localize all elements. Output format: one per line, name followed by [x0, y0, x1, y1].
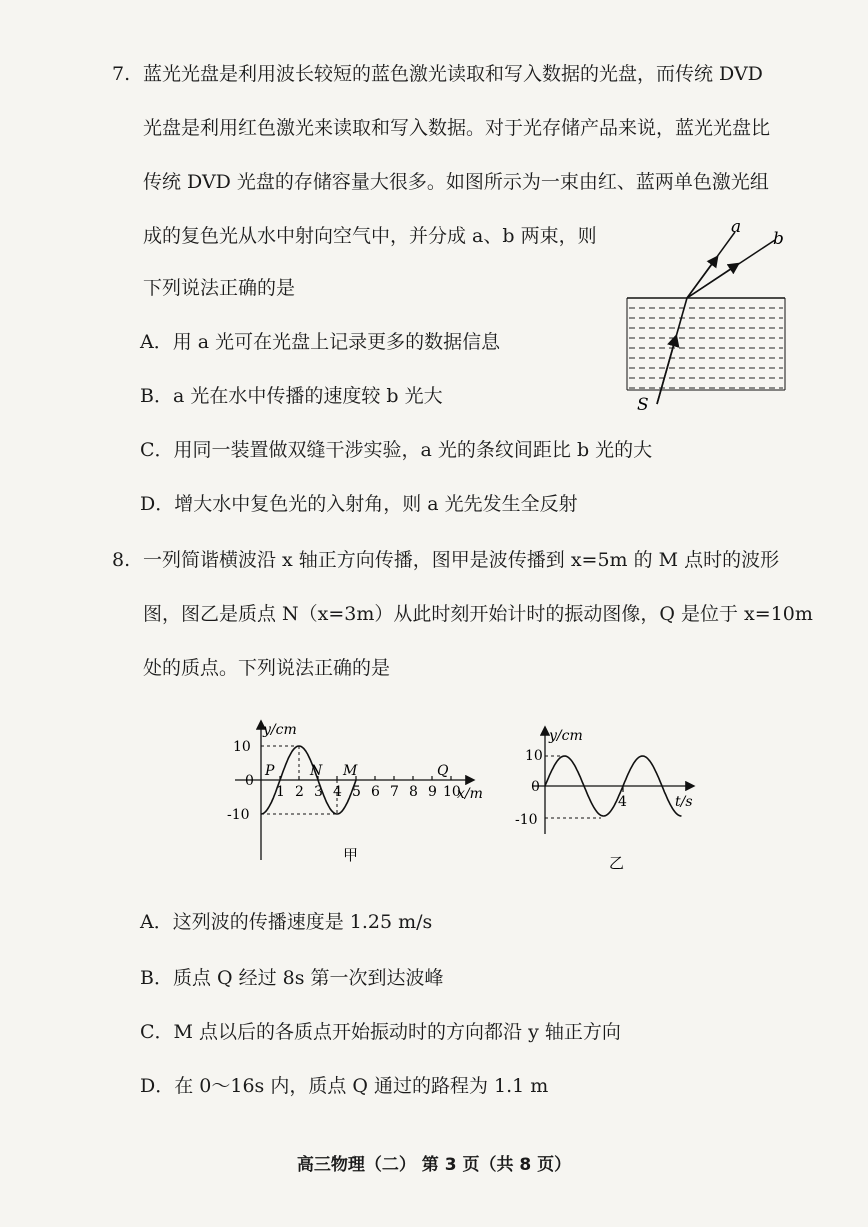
jia-label-m: M	[343, 763, 358, 779]
jia-label-p: P	[265, 763, 275, 779]
jia-xtick-label-4: 4	[333, 784, 342, 800]
q8-option-b: B．质点 Q 经过 8s 第一次到达波峰	[140, 967, 444, 989]
jia-ytick-10: 10	[233, 739, 251, 755]
q8-line-2: 图，图乙是质点 N（x=3m）从此时刻开始计时的振动图像，Q 是位于 x=10m	[143, 603, 813, 625]
incident-arrow	[657, 340, 675, 404]
q8-line-3: 处的质点。下列说法正确的是	[143, 657, 391, 679]
q7-number: 7.	[112, 63, 131, 85]
jia-ytick-0: 0	[245, 773, 254, 789]
yi-xtick-label-4: 4	[618, 794, 627, 810]
q7-option-d: D．增大水中复色光的入射角，则 a 光先发生全反射	[140, 493, 578, 515]
jia-xtick-label-9: 9	[428, 784, 437, 800]
graph-jia	[225, 712, 495, 872]
jia-label-q: Q	[437, 763, 449, 779]
label-b: b	[773, 229, 784, 249]
q7-line-5: 下列说法正确的是	[143, 277, 296, 299]
q7-option-c: C．用同一装置做双缝干涉实验，a 光的条纹间距比 b 光的大	[140, 439, 653, 461]
graph-yi	[505, 722, 705, 872]
yi-ylabel: y/cm	[549, 728, 583, 744]
jia-ylabel: y/cm	[263, 722, 297, 738]
label-s: S	[637, 395, 649, 415]
jia-caption: 甲	[343, 846, 359, 864]
jia-xtick-label-10: 10	[443, 784, 461, 800]
q7-refraction-figure	[615, 218, 790, 418]
jia-ytick-neg10: -10	[227, 807, 250, 823]
q8-option-d: D．在 0～16s 内，质点 Q 通过的路程为 1.1 m	[140, 1075, 549, 1097]
q7-line-1: 蓝光光盘是利用波长较短的蓝色激光读取和写入数据的光盘，而传统 DVD	[143, 63, 763, 85]
beam-b-arrow	[687, 266, 735, 298]
beam-a-arrow	[687, 260, 715, 298]
yi-ytick-neg10: -10	[515, 812, 538, 828]
page-footer: 高三物理（二） 第 3 页（共 8 页）	[296, 1155, 572, 1175]
jia-xtick-label-2: 2	[295, 784, 304, 800]
q7-line-3: 传统 DVD 光盘的存储容量大很多。如图所示为一束由红、蓝两单色激光组	[143, 171, 769, 193]
jia-xtick-label-8: 8	[409, 784, 418, 800]
label-a: a	[731, 218, 742, 237]
yi-caption: 乙	[609, 854, 625, 872]
q8-option-a: A．这列波的传播速度是 1.25 m/s	[140, 911, 433, 933]
q7-option-b: B．a 光在水中传播的速度较 b 光大	[140, 385, 443, 407]
q8-option-c: C．M 点以后的各质点开始振动时的方向都沿 y 轴正方向	[140, 1021, 621, 1043]
q7-option-a: A．用 a 光可在光盘上记录更多的数据信息	[140, 331, 501, 353]
water-region	[629, 308, 783, 388]
q7-line-4: 成的复色光从水中射向空气中，并分成 a、b 两束，则	[143, 225, 597, 247]
jia-xtick-label-5: 5	[352, 784, 361, 800]
jia-xtick-label-3: 3	[314, 784, 323, 800]
yi-xlabel: t/s	[675, 794, 693, 810]
q7-line-2: 光盘是利用红色激光来读取和写入数据。对于光存储产品来说，蓝光光盘比	[143, 117, 771, 139]
jia-label-n: N	[310, 763, 323, 779]
yi-ytick-10: 10	[525, 748, 543, 764]
jia-xlabel: x/m	[457, 786, 483, 802]
q8-line-1: 一列简谐横波沿 x 轴正方向传播，图甲是波传播到 x=5m 的 M 点时的波形	[143, 549, 780, 571]
q8-number: 8.	[112, 549, 131, 571]
yi-ytick-0: 0	[531, 779, 540, 795]
jia-xtick-label-1: 1	[276, 784, 285, 800]
jia-xtick-label-7: 7	[390, 784, 399, 800]
jia-xtick-label-6: 6	[371, 784, 380, 800]
